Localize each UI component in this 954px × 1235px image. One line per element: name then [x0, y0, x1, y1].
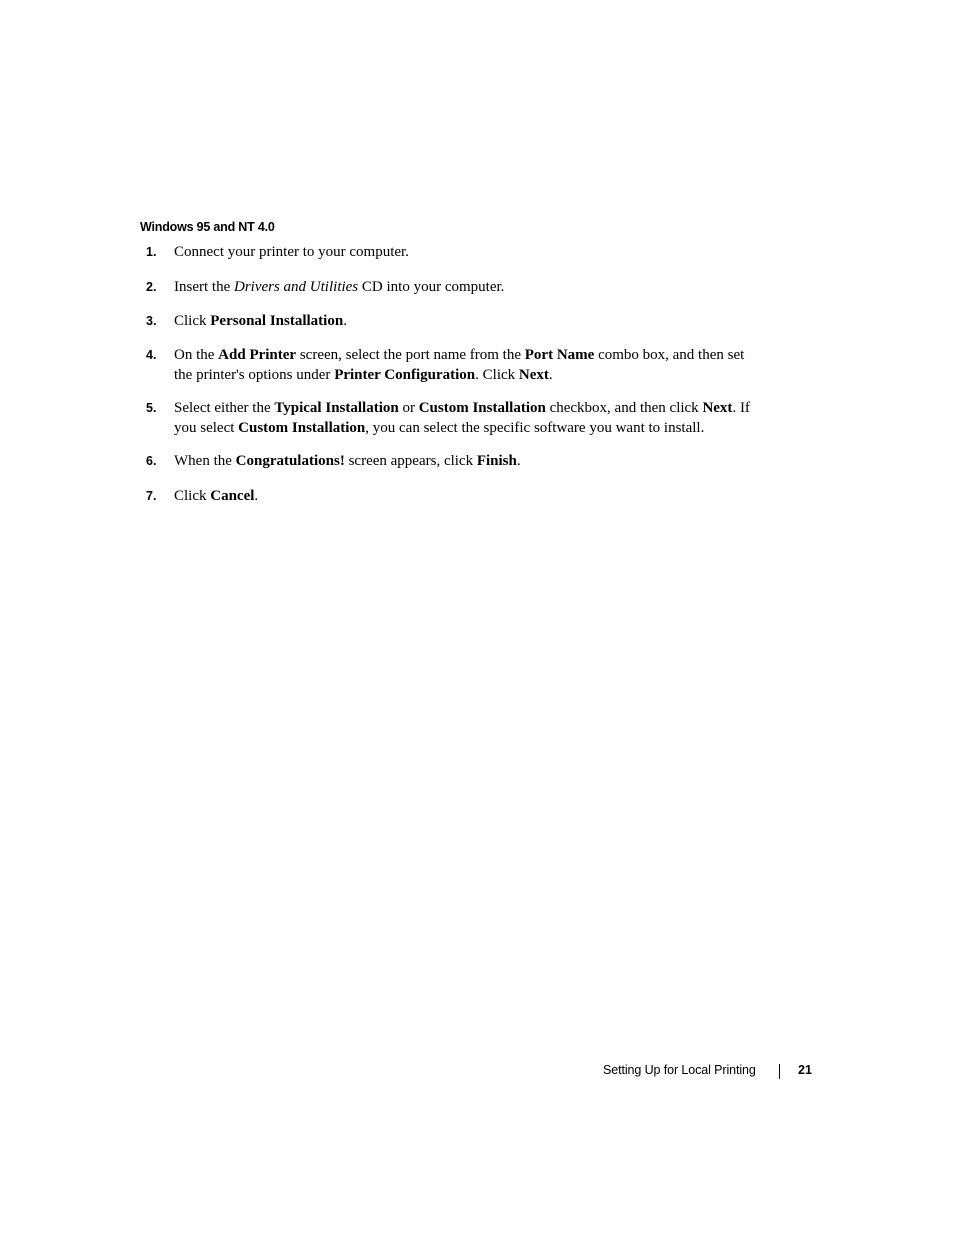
step-number: 4. — [146, 348, 157, 362]
product-title: Drivers and Utilities — [233, 279, 359, 295]
step-text-run: . — [343, 313, 347, 329]
step-text-run: . Click — [475, 366, 519, 383]
ui-term: Cancel — [210, 488, 255, 504]
ui-term: Add Printer — [218, 347, 297, 363]
ui-term: Personal Installation — [210, 313, 344, 329]
footer-chapter-title: Setting Up for Local Printing — [603, 1063, 756, 1077]
step-text — [174, 487, 764, 507]
step-number: 2. — [146, 280, 157, 294]
step-text-run: screen, select the port name from the — [296, 347, 525, 363]
ui-term: Custom Installation — [238, 419, 366, 436]
footer-separator — [779, 1064, 780, 1079]
step-text-run: Select either the — [174, 400, 275, 416]
step-text-run: Insert the — [174, 279, 234, 295]
ui-term: Next — [518, 366, 549, 383]
ui-term: Congratulations! — [235, 453, 345, 469]
step-text — [174, 312, 764, 332]
step-number: 5. — [146, 401, 157, 415]
step-text-run: On the — [174, 347, 219, 363]
ui-term: Custom Installation — [418, 400, 546, 416]
step-text-run: . If you select — [174, 400, 750, 436]
step-text-run: . — [254, 488, 259, 504]
step-text-run: Click — [174, 488, 211, 504]
step-text — [174, 243, 764, 263]
step-number: 3. — [146, 314, 157, 328]
page-number: 21 — [798, 1063, 812, 1077]
step-text-run: . — [548, 366, 553, 383]
step-text — [174, 278, 764, 298]
step-text-run: combo box, and then set the printer's options under — [174, 347, 745, 383]
step-text-run: checkbox, and then click — [545, 400, 703, 416]
step-number: 7. — [146, 489, 157, 503]
ui-term: Port Name — [524, 347, 595, 363]
step-text-run: or — [398, 400, 419, 416]
step-text — [174, 452, 764, 472]
step-number: 1. — [146, 245, 157, 259]
ui-term: Next — [702, 400, 733, 416]
step-text-run: Click — [174, 313, 211, 329]
step-text-run: When the — [174, 453, 236, 469]
step-text-run: CD into your computer. — [358, 279, 505, 295]
ui-term: Printer Configuration — [334, 366, 476, 383]
section-heading: Windows 95 and NT 4.0 — [140, 220, 275, 234]
ui-term: Typical Installation — [274, 400, 399, 416]
step-text — [174, 399, 764, 438]
step-text-run: screen appears, click — [344, 453, 477, 469]
step-text-run: . — [516, 453, 521, 469]
step-text — [174, 346, 764, 385]
step-text-run: Connect your printer to your computer. — [174, 244, 409, 260]
ui-term: Finish — [476, 453, 517, 469]
step-text-run: , you can select the specific software you want to install. — [365, 419, 705, 436]
step-number: 6. — [146, 454, 157, 468]
